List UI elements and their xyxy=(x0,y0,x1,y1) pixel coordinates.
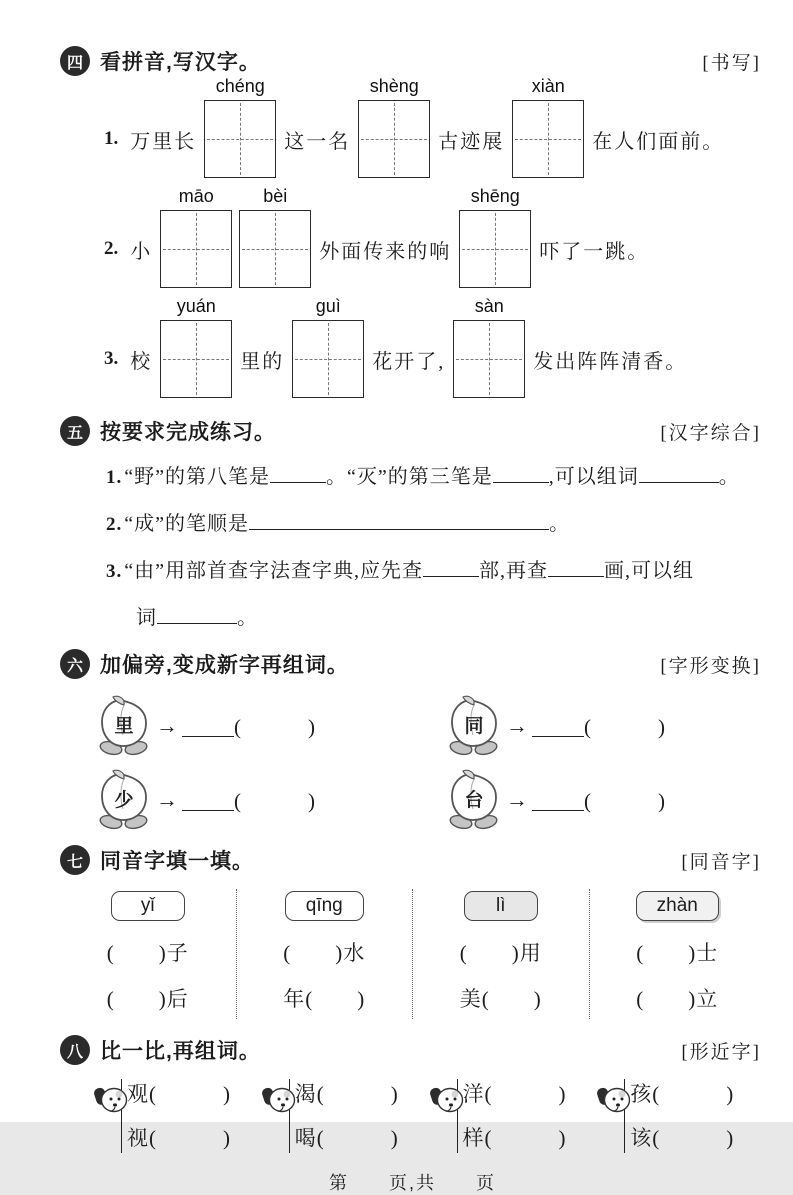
pinyin-label: sàn xyxy=(474,296,504,316)
fill-row[interactable]: ( )立 xyxy=(636,987,719,1011)
sentence-text: 古迹展 xyxy=(438,130,505,153)
pinyin-label: xiàn xyxy=(531,76,565,96)
pinyin-sentence-row-2 xyxy=(104,186,765,288)
fill-row[interactable]: ( )士 xyxy=(636,941,719,965)
sentence-text: 在人们面前。 xyxy=(592,130,725,153)
section-7-badge: 七 xyxy=(60,845,90,875)
section-4-header xyxy=(60,46,765,76)
answer-blank[interactable] xyxy=(423,556,479,577)
writing-box[interactable] xyxy=(453,296,525,398)
homophone-column xyxy=(60,889,236,1019)
item-number: 2. xyxy=(104,238,119,259)
answer-blank[interactable] xyxy=(182,790,234,811)
section-4-tag: [书写] xyxy=(702,52,761,74)
sentence-text: 小 xyxy=(130,240,153,263)
sentence-text: 里的 xyxy=(240,350,285,373)
arrow-icon: → xyxy=(506,713,528,738)
pinyin-chip: qīng xyxy=(285,891,364,921)
compare-pair-column xyxy=(121,1079,231,1153)
section-7-header xyxy=(60,845,765,875)
section-6-title: 加偏旁,变成新字再组词。 xyxy=(100,654,349,677)
word-paren[interactable]: ( ) xyxy=(584,715,666,739)
fill-row[interactable]: 喝( ) xyxy=(294,1126,399,1150)
peach-icon xyxy=(446,695,502,757)
arrow-icon: → xyxy=(506,787,528,812)
item-number: 1. xyxy=(106,467,123,488)
homophone-column xyxy=(236,889,413,1019)
compare-pair-column xyxy=(457,1079,567,1153)
exercise-line-3 xyxy=(106,556,765,587)
peach-icon xyxy=(96,695,152,757)
fill-row[interactable]: 年( ) xyxy=(283,987,366,1011)
section-7-tag: [同音字] xyxy=(681,851,761,873)
pinyin-sentence-row-1 xyxy=(104,76,765,178)
fill-row[interactable]: 样( ) xyxy=(462,1126,567,1150)
word-paren[interactable]: ( ) xyxy=(234,789,316,813)
exercise-text: 词 xyxy=(136,607,157,629)
answer-blank[interactable] xyxy=(493,462,549,483)
compare-pair xyxy=(94,1079,262,1153)
section-4-title: 看拼音,写汉字。 xyxy=(100,51,261,74)
answer-blank[interactable] xyxy=(548,556,604,577)
writing-box[interactable] xyxy=(292,296,364,398)
exercise-line-3-cont xyxy=(136,603,765,633)
pinyin-label: yuán xyxy=(176,296,216,316)
item-number: 1. xyxy=(104,128,119,149)
exercise-text: 。“灭”的第三笔是 xyxy=(326,466,493,488)
exercise-text: 。 xyxy=(718,466,740,488)
exercise-text: “野”的第八笔是 xyxy=(124,466,271,488)
exercise-text: 画,可以组 xyxy=(604,560,695,582)
section-4-badge: 四 xyxy=(60,46,90,76)
dog-icon xyxy=(597,1081,631,1121)
sentence-text: 发出阵阵清香。 xyxy=(533,350,688,373)
arrow-icon: → xyxy=(156,787,178,812)
exercise-text: 部,再查 xyxy=(479,560,549,582)
fill-row[interactable]: ( )水 xyxy=(283,941,366,965)
add-radical-grid xyxy=(96,695,765,831)
fill-row[interactable]: 洋( ) xyxy=(462,1082,567,1106)
exercise-text: 。 xyxy=(549,513,571,535)
base-character: 同 xyxy=(464,716,484,737)
pinyin-label: bèi xyxy=(263,186,288,206)
base-character: 台 xyxy=(464,790,484,811)
section-6-header xyxy=(60,649,765,679)
pinyin-label: chéng xyxy=(215,76,265,96)
section-5-title: 按要求完成练习。 xyxy=(100,421,276,444)
item-number: 2. xyxy=(106,514,123,535)
homophone-column xyxy=(412,889,589,1019)
fill-row[interactable]: ( )用 xyxy=(459,941,542,965)
sentence-text: 万里长 xyxy=(130,130,197,153)
dog-icon xyxy=(430,1081,464,1121)
section-8-tag: [形近字] xyxy=(681,1041,761,1063)
add-radical-item xyxy=(446,769,765,831)
section-6-badge: 六 xyxy=(60,649,90,679)
answer-blank[interactable] xyxy=(157,603,237,624)
add-radical-item xyxy=(96,695,446,757)
answer-blank[interactable] xyxy=(532,716,584,737)
exercise-text: ,可以组词 xyxy=(548,466,639,488)
compare-pair xyxy=(430,1079,598,1153)
section-8-badge: 八 xyxy=(60,1035,90,1065)
word-paren[interactable]: ( ) xyxy=(234,715,316,739)
writing-box[interactable] xyxy=(459,186,531,288)
writing-box[interactable] xyxy=(160,186,232,288)
pinyin-chip: yǐ xyxy=(111,891,185,921)
writing-box[interactable] xyxy=(204,76,276,178)
pinyin-label: shèng xyxy=(369,76,419,96)
dog-icon xyxy=(94,1081,128,1121)
fill-row[interactable]: 美( ) xyxy=(459,987,542,1011)
exercise-text: “由”用部首查字法查字典,应先查 xyxy=(124,560,424,582)
answer-blank[interactable] xyxy=(639,462,719,483)
writing-box[interactable] xyxy=(358,76,430,178)
answer-blank[interactable] xyxy=(270,462,326,483)
pinyin-sentence-row-3 xyxy=(104,296,765,398)
section-5-tag: [汉字综合] xyxy=(660,422,761,444)
compare-pair-column xyxy=(289,1079,399,1153)
fill-row[interactable]: 孩( ) xyxy=(630,1082,735,1106)
exercise-text: 。 xyxy=(237,607,258,629)
peach-icon xyxy=(446,769,502,831)
answer-blank[interactable] xyxy=(182,716,234,737)
sentence-text: 这一名 xyxy=(284,130,351,153)
add-radical-item xyxy=(96,769,446,831)
exercise-line-1 xyxy=(106,462,765,493)
base-character: 里 xyxy=(114,716,134,737)
writing-box[interactable] xyxy=(160,296,232,398)
arrow-icon: → xyxy=(156,713,178,738)
word-paren[interactable]: ( ) xyxy=(584,789,666,813)
peach-icon xyxy=(96,769,152,831)
exercise-text: “成”的笔顺是 xyxy=(124,513,250,535)
writing-box[interactable] xyxy=(512,76,584,178)
section-6-tag: [字形变换] xyxy=(660,655,761,677)
homophone-column xyxy=(589,889,766,1019)
page-footer: 第 页,共 页 xyxy=(328,1173,496,1193)
item-number: 3. xyxy=(106,561,123,582)
pinyin-label: guì xyxy=(315,296,341,316)
item-number: 3. xyxy=(104,348,119,369)
dog-icon xyxy=(262,1081,296,1121)
pinyin-chip: lì xyxy=(464,891,538,921)
fill-row[interactable]: ( )后 xyxy=(106,987,189,1011)
fill-row[interactable]: 视( ) xyxy=(127,1126,231,1150)
compare-words-row xyxy=(94,1079,765,1153)
writing-box[interactable] xyxy=(239,186,311,288)
homophone-grid xyxy=(60,889,765,1019)
section-5-header xyxy=(60,416,765,446)
pinyin-label: māo xyxy=(178,186,214,206)
base-character: 少 xyxy=(114,790,134,811)
pinyin-label: shēng xyxy=(470,186,520,206)
section-7-title: 同音字填一填。 xyxy=(100,850,254,873)
exercise-line-2 xyxy=(106,509,765,540)
section-8-title: 比一比,再组词。 xyxy=(100,1040,261,1063)
compare-pair xyxy=(597,1079,765,1153)
sentence-text: 花开了, xyxy=(372,350,446,373)
fill-row[interactable]: 该( ) xyxy=(630,1126,735,1150)
fill-row[interactable]: ( )子 xyxy=(106,941,189,965)
compare-pair xyxy=(262,1079,430,1153)
add-radical-item xyxy=(446,695,765,757)
answer-blank[interactable] xyxy=(532,790,584,811)
sentence-text: 外面传来的响 xyxy=(319,240,452,263)
section-8-header xyxy=(60,1035,765,1065)
answer-blank[interactable] xyxy=(249,509,549,530)
section-5-badge: 五 xyxy=(60,416,90,446)
fill-row[interactable]: 渴( ) xyxy=(294,1082,399,1106)
sentence-text: 校 xyxy=(130,350,153,373)
compare-pair-column xyxy=(624,1079,734,1153)
fill-row[interactable]: 观( ) xyxy=(127,1082,231,1106)
sentence-text: 吓了一跳。 xyxy=(539,240,650,263)
pinyin-chip: zhàn xyxy=(636,891,719,921)
